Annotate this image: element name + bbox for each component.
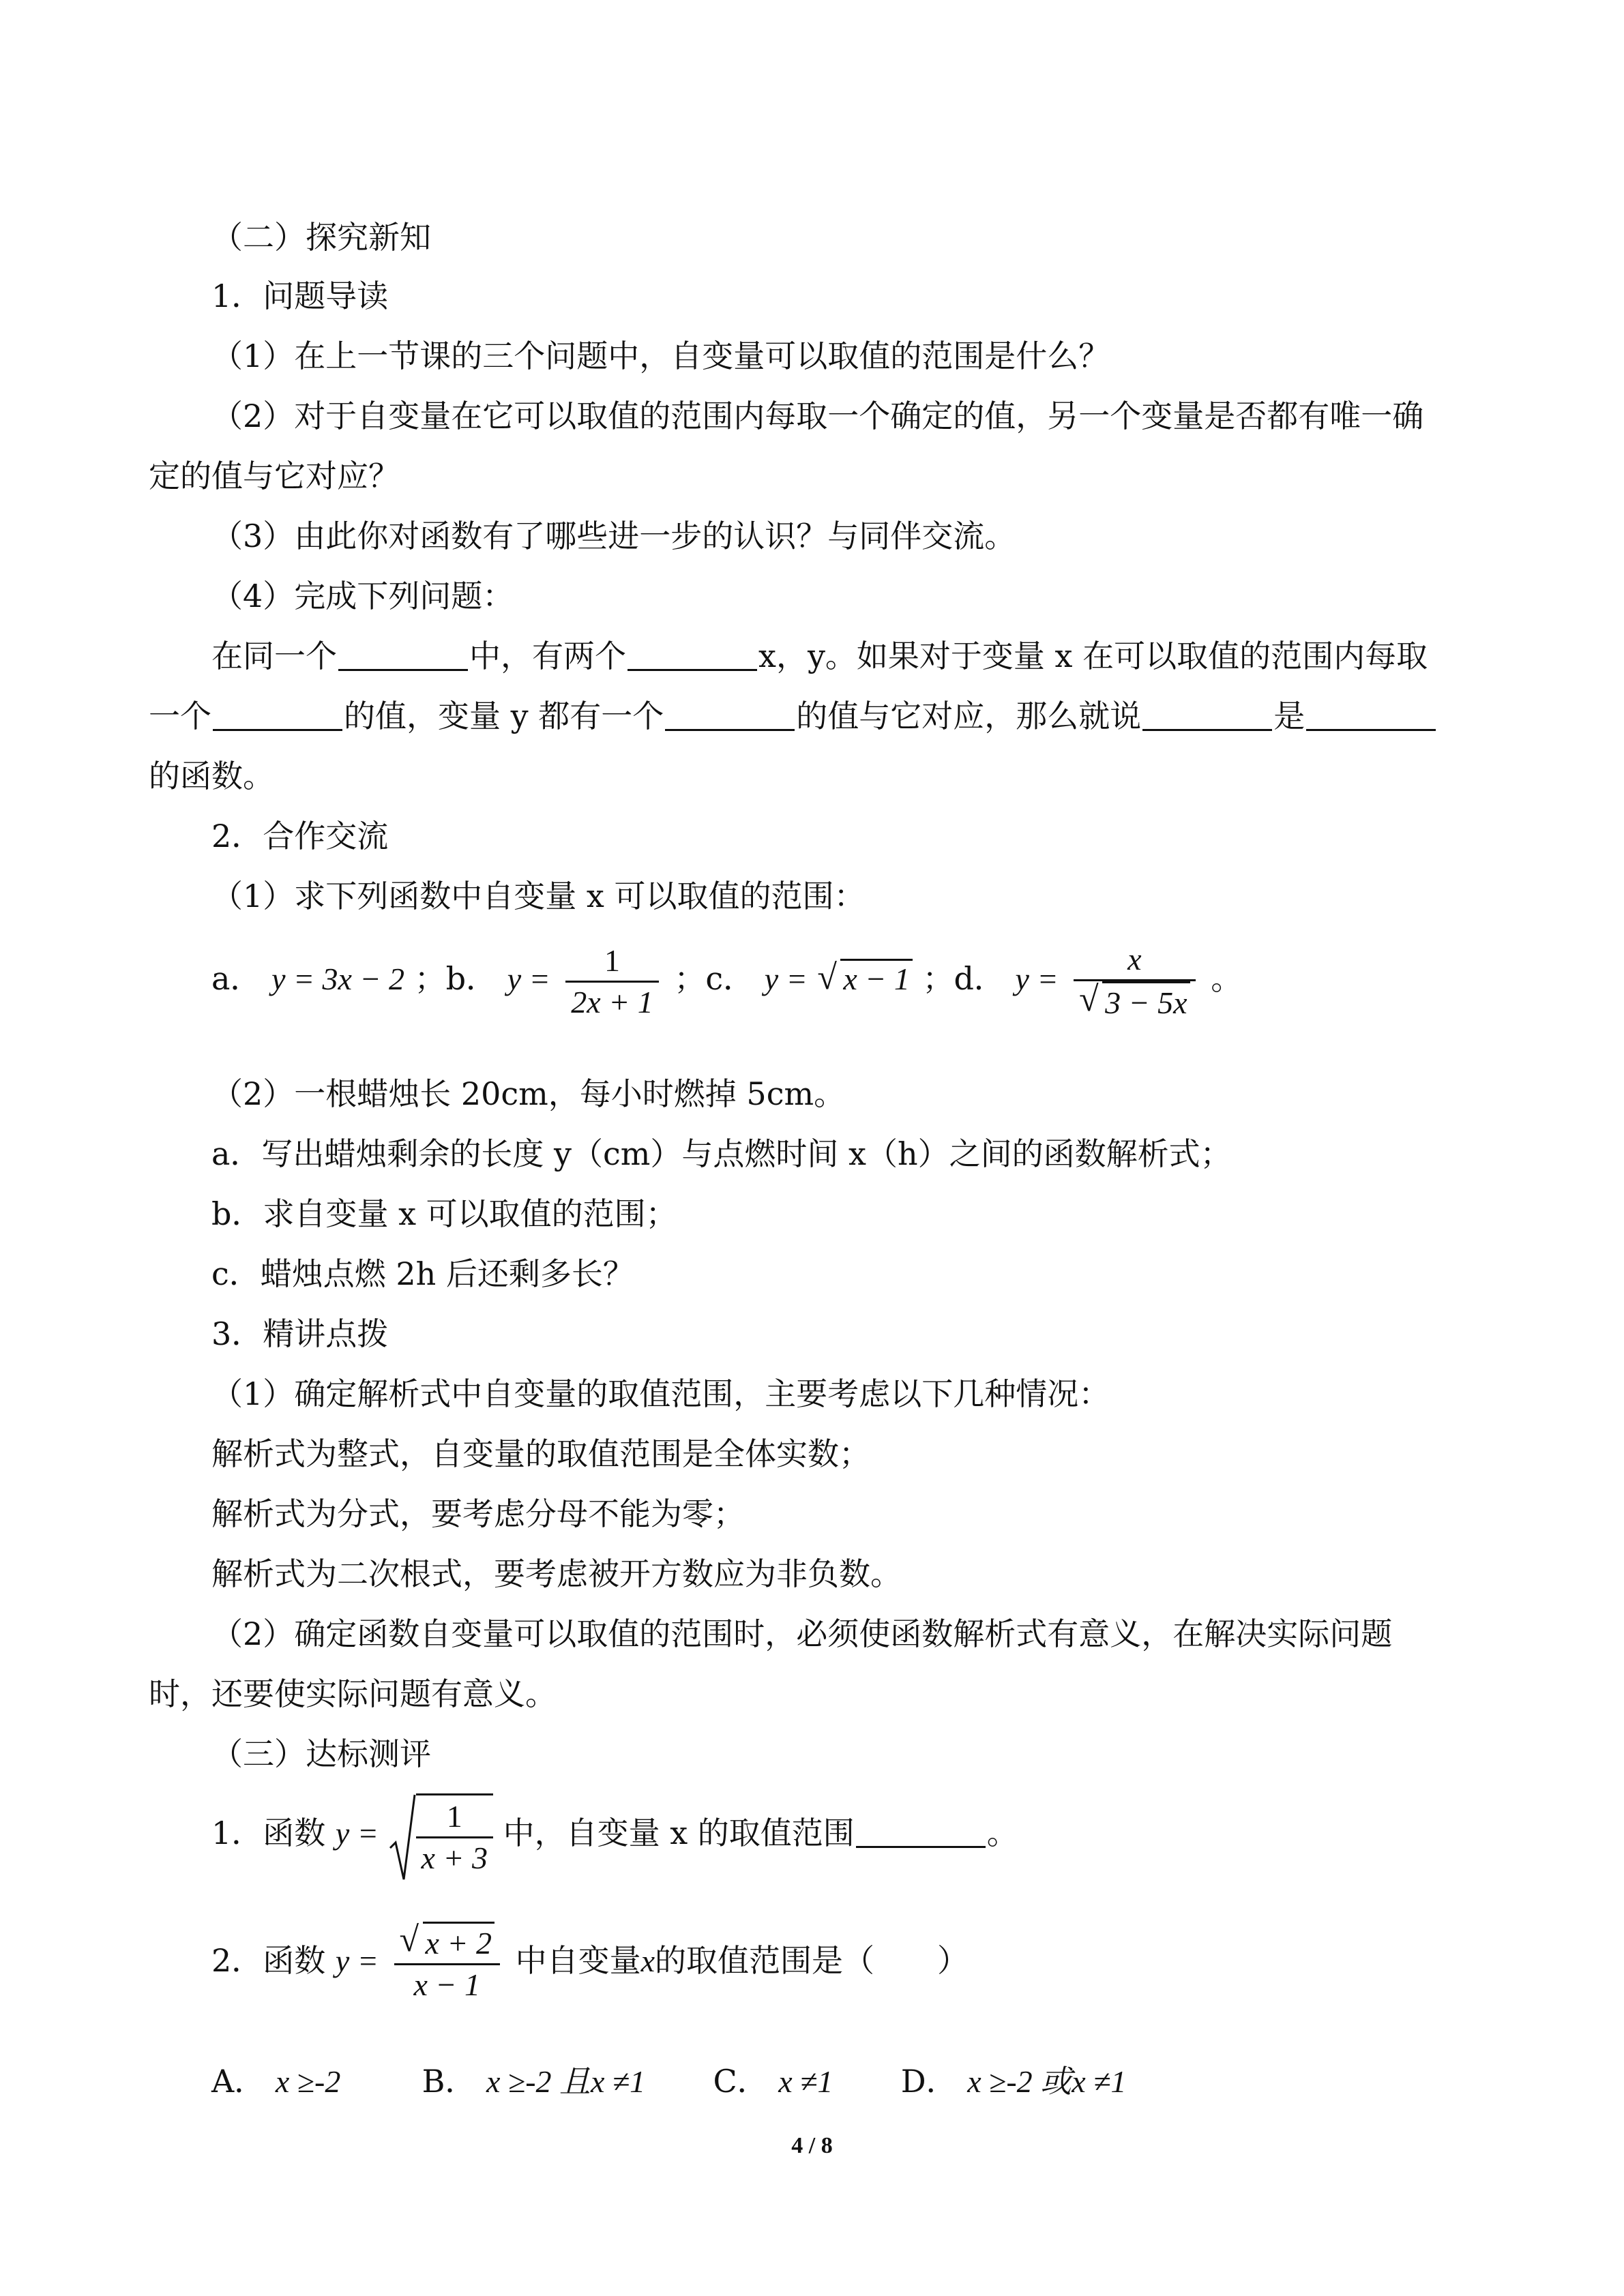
answer-options	[211, 2057, 1126, 2102]
fn-c-label: ；c．	[674, 960, 755, 997]
cooperation-2b: b．求自变量 x 可以取值的范围；	[211, 1195, 677, 1232]
fill-text: 在同一个	[211, 638, 337, 674]
fill-text: 的值与它对应，那么就说	[796, 698, 1142, 734]
cooperation-2a: a．写出蜡烛剩余的长度 y（cm）与点燃时间 x（h）之间的函数解析式；	[211, 1135, 1232, 1172]
radical-icon: √	[1079, 980, 1099, 1019]
fn-b-numerator: 1	[565, 941, 658, 983]
cooperation-2: （2）一根蜡烛长 20cm，每小时燃掉 5cm。	[211, 1075, 846, 1112]
blank	[856, 1816, 986, 1848]
section-heading-test: （三）达标测评	[211, 1735, 431, 1772]
option-a-label: A．	[211, 2063, 266, 2100]
question-2-line1: （2）对于自变量在它可以取值的范围内每取一个确定的值，另一个变量是否都有唯一确	[211, 398, 1424, 434]
subheading-explanation: 3．精讲点拨	[211, 1315, 389, 1352]
t2-fraction	[394, 1922, 500, 2005]
cooperation-1: （1）求下列函数中自变量 x 可以取值的范围：	[211, 878, 866, 914]
fn-d-radicand: 3 − 5x	[1102, 981, 1190, 1023]
t2-denominator: x − 1	[413, 1967, 480, 2002]
fn-b-label: ；b．	[414, 960, 498, 997]
option-b-part1: x ≥-2 且	[486, 2064, 591, 2099]
fn-c-sqrt	[817, 959, 912, 997]
radical-icon: √	[817, 958, 837, 997]
blank	[665, 699, 795, 731]
question-1: （1）在上一节课的三个问题中，自变量可以取值的范围是什么？	[211, 338, 1110, 374]
fill-text: 一个	[149, 698, 211, 734]
fill-text: 是	[1273, 698, 1305, 734]
fn-c-radicand: x − 1	[840, 959, 912, 997]
subheading-question-intro: 1．问题导读	[211, 278, 389, 314]
page-number: 4 / 8	[791, 2133, 833, 2158]
question-3: （3）由此你对函数有了哪些进一步的认识？与同伴交流。	[211, 518, 1016, 554]
subheading-cooperation: 2．合作交流	[211, 818, 389, 854]
fn-c-lhs: y =	[764, 961, 808, 996]
explanation-1: （1）确定解析式中自变量的取值范围，主要考虑以下几种情况：	[211, 1375, 1110, 1412]
fn-d-sqrt	[1079, 981, 1190, 1023]
fill-blank-line3: 的函数。	[149, 758, 274, 794]
question-4: （4）完成下列问题：	[211, 578, 514, 614]
fn-a-label: a．	[211, 960, 262, 997]
radical-icon: √	[399, 1920, 419, 1959]
blank	[628, 639, 757, 671]
test-question-2	[211, 1922, 969, 2005]
t2-suffix: 中自变量	[515, 1942, 641, 1979]
option-a: x ≥-2	[275, 2064, 341, 2099]
fn-d-label: ；d．	[922, 960, 1005, 997]
explanation-2-line1: （2）确定函数自变量可以取值的范围时，必须使函数解析式有意义，在解决实际问题	[211, 1615, 1393, 1652]
fn-b-lhs: y =	[507, 961, 550, 996]
t2-numerator	[394, 1922, 500, 1965]
blank	[213, 699, 342, 731]
t2-prefix: 2．函数	[211, 1942, 326, 1979]
option-d-part2: x ≠1	[1072, 2064, 1127, 2099]
blank	[1306, 699, 1436, 731]
fill-text: 中，有两个	[469, 638, 626, 674]
question-2-line2: 定的值与它对应？	[149, 458, 400, 494]
t2-radicand: x + 2	[423, 1922, 494, 1963]
option-b-part2: x ≠1	[591, 2064, 646, 2099]
fn-a-expression: y = 3x − 2	[271, 961, 404, 996]
fn-end: 。	[1211, 960, 1243, 997]
t1-suffix: 中，自变量 x 的取值范围	[503, 1815, 855, 1851]
t2-lhs: y =	[335, 1943, 379, 1978]
option-b-label: B．	[422, 2063, 477, 2100]
fn-d-denominator-wrap	[1074, 981, 1195, 1023]
fill-text: x，y。如果对于变量 x 在可以取值的范围内每取	[758, 638, 1428, 674]
option-d-label: D．	[900, 2063, 958, 2100]
t1-lhs: y =	[335, 1816, 379, 1851]
t1-numerator: 1	[416, 1797, 493, 1838]
section-heading-explore: （二）探究新知	[211, 219, 431, 256]
fill-blank-line2	[149, 696, 1437, 736]
fn-d-numerator: x	[1074, 940, 1195, 981]
fn-b-denominator: 2x + 1	[571, 984, 653, 1019]
test-question-1	[211, 1793, 1018, 1878]
fn-d-lhs: y =	[1015, 961, 1059, 996]
cooperation-2c: c．蜡烛点燃 2h 后还剩多长？	[211, 1255, 634, 1292]
fn-d-fraction	[1074, 940, 1195, 1023]
t1-denominator: x + 3	[421, 1840, 488, 1875]
explanation-1c: 解析式为二次根式，要考虑被开方数应为非负数。	[211, 1555, 902, 1592]
t2-sqrt	[400, 1922, 494, 1963]
fill-blank-line1	[211, 636, 1428, 676]
t2-var: x	[640, 1943, 655, 1978]
t1-fraction	[416, 1793, 493, 1878]
radical-icon	[389, 1793, 416, 1882]
t1-prefix: 1．函数	[211, 1815, 326, 1851]
blank	[1142, 699, 1272, 731]
explanation-2-line2: 时，还要使实际问题有意义。	[149, 1675, 557, 1712]
t2-suffix2: 的取值范围是（ ）	[655, 1942, 969, 1979]
fill-text: 的值，变量 y 都有一个	[344, 698, 664, 734]
fn-b-fraction	[565, 941, 658, 1022]
t1-end: 。	[986, 1815, 1018, 1851]
explanation-1b: 解析式为分式，要考虑分母不能为零；	[211, 1495, 745, 1532]
option-d-part1: x ≥-2 或	[967, 2064, 1072, 2099]
option-c-label: C．	[713, 2063, 769, 2100]
t1-sqrt	[389, 1793, 493, 1878]
functions-list	[211, 940, 1242, 1023]
explanation-1a: 解析式为整式，自变量的取值范围是全体实数；	[211, 1435, 870, 1472]
blank	[338, 639, 468, 671]
option-c: x ≠1	[778, 2064, 833, 2099]
